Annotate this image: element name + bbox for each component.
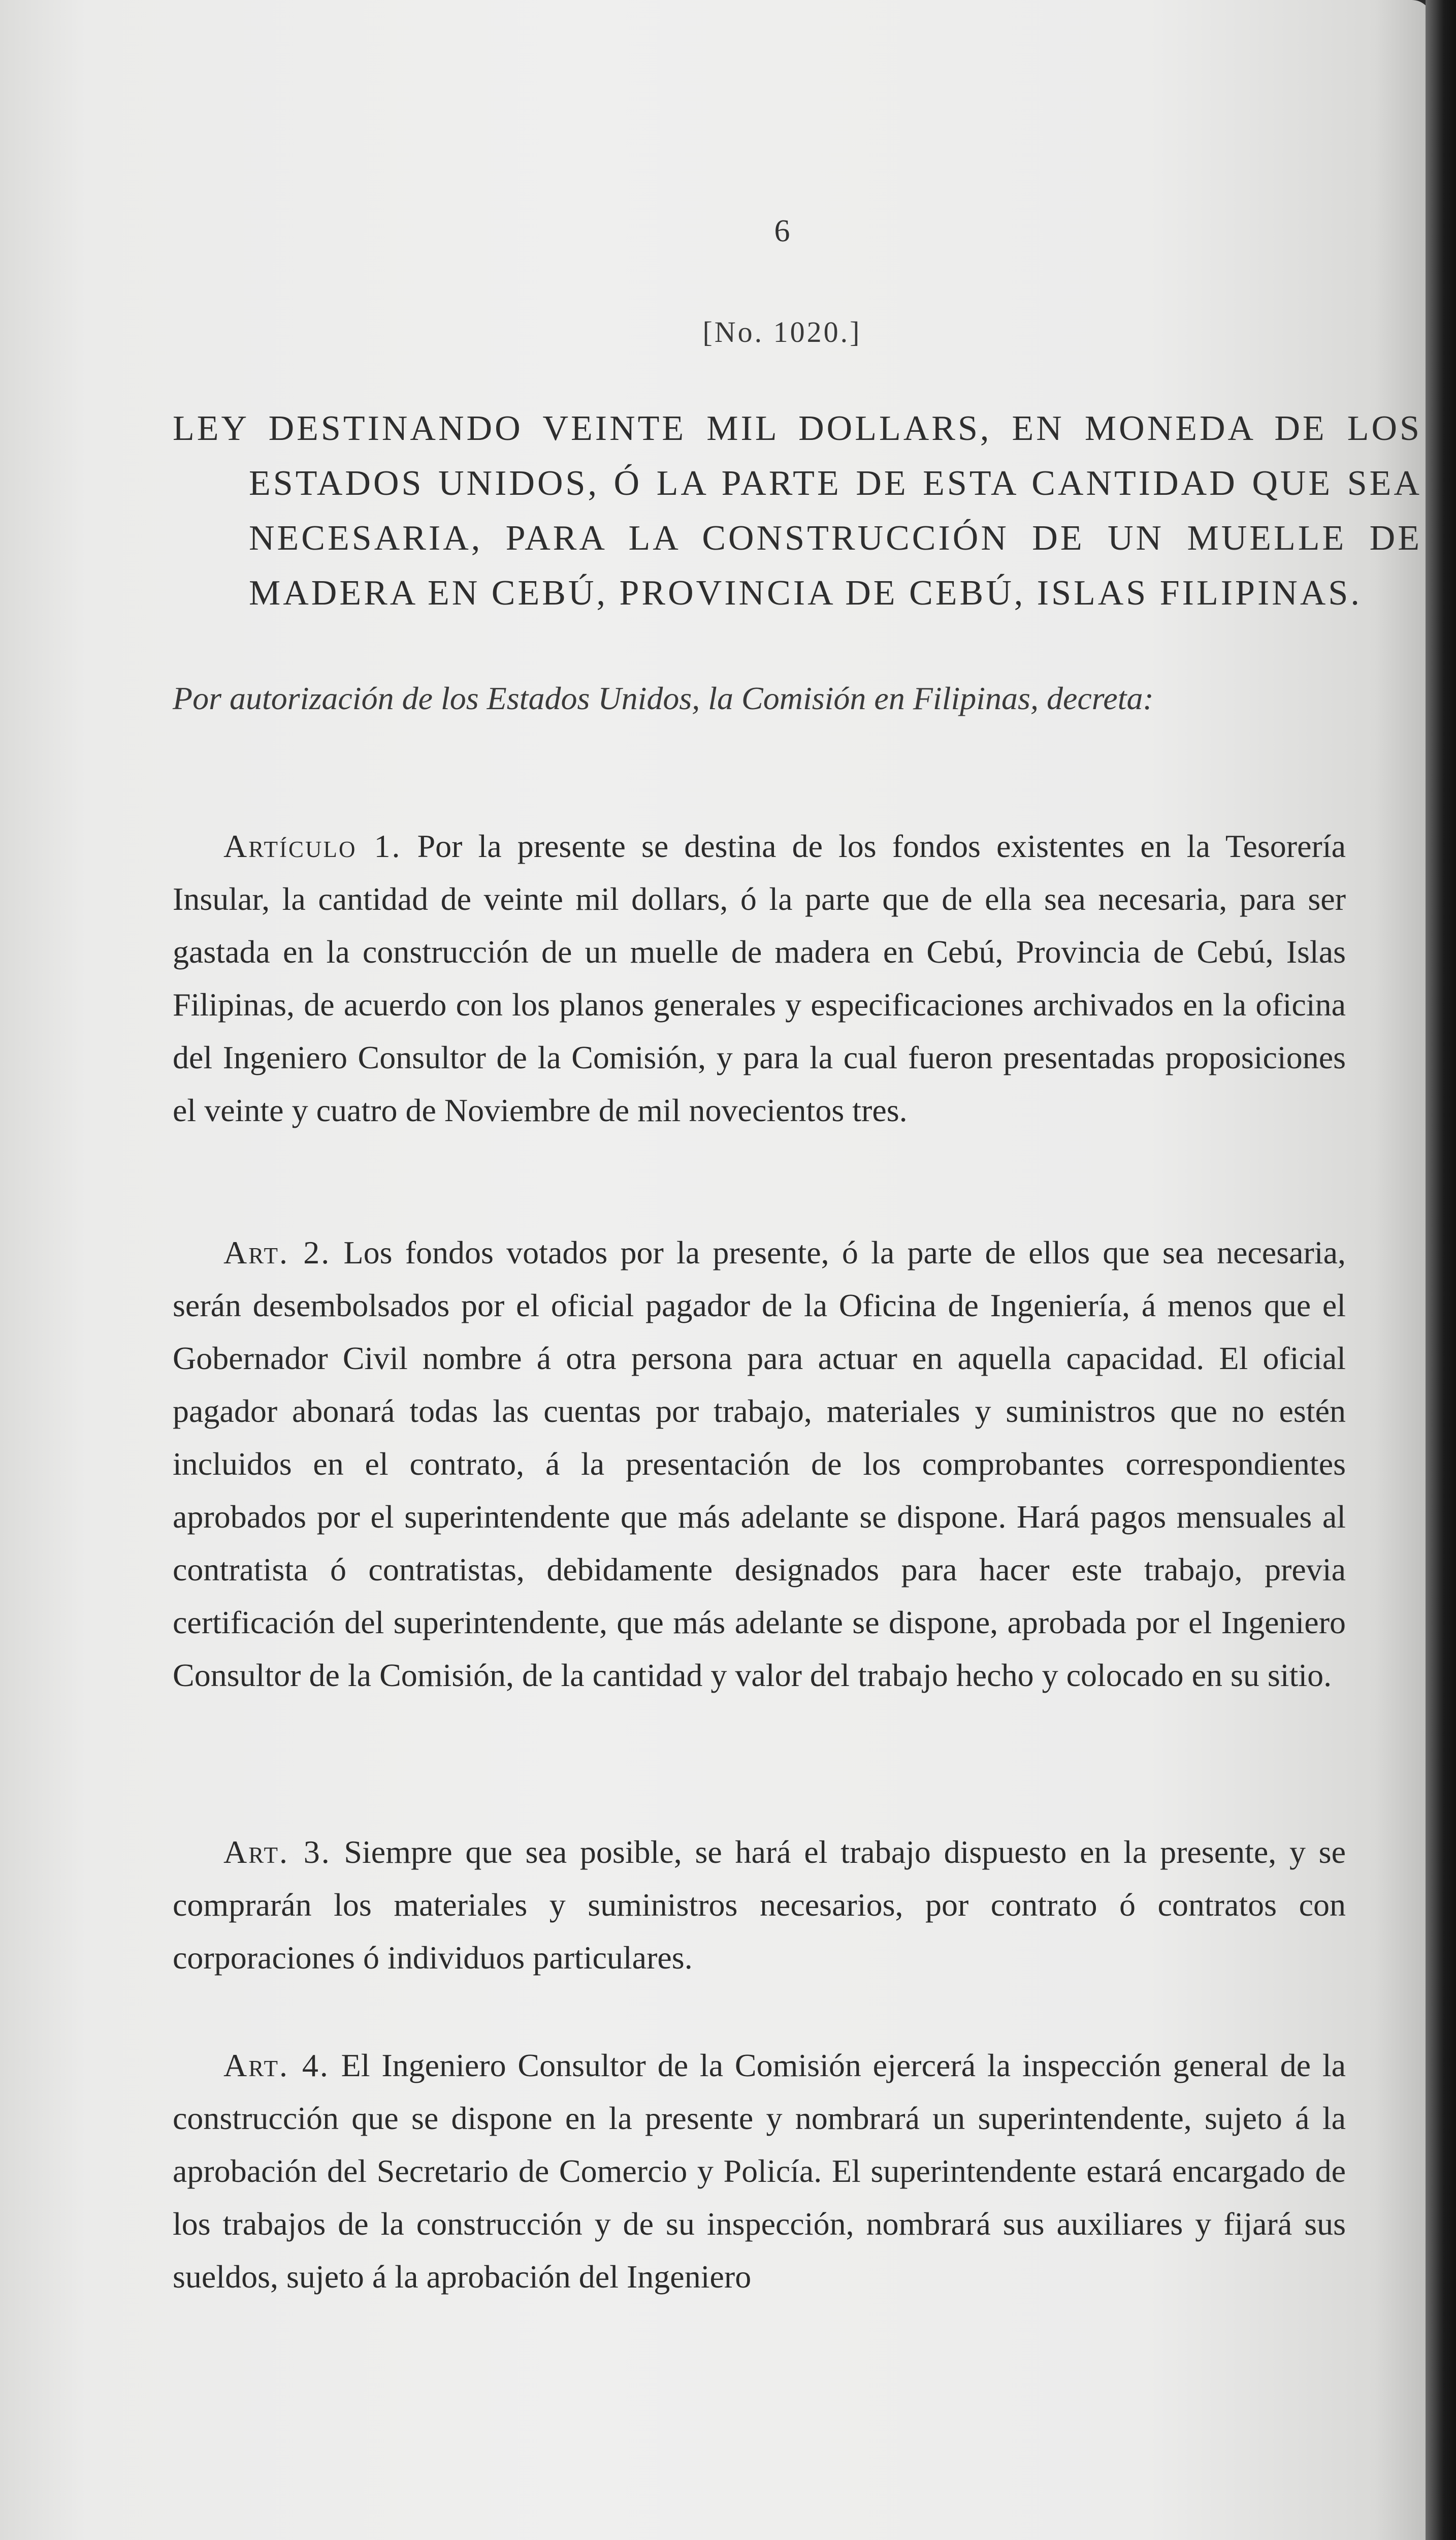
article-1 (173, 820, 1346, 1137)
article-3-label: Art. 3. (223, 1834, 331, 1870)
article-1-text: Por la presente se destina de los fondos existentes en la Tesorería Insular, la cantidad de veinte mil dollars, ó la parte que de ella sea necesaria, para ser gastada en la construcción de un muelle de madera en Cebú, Provincia de Cebú, Islas Filipinas, de acuerdo con los planos generales y especificaciones archivados en la oficina del Ingeniero Consultor de la Comisión, y para la cual fueron presentadas proposiciones el veinte y cuatro de Noviembre de mil novecientos tres. (173, 828, 1346, 1128)
article-2-label: Art. 2. (223, 1234, 331, 1271)
enacting-clause: Por autorización de los Estados Unidos, la Comisión en Filipinas, decreta: (173, 680, 1154, 716)
article-3-text: Siempre que sea posible, se hará el trabajo dispuesto en la presente, y se comprarán los materiales y suministros necesarios, por contrato ó contratos con corporaciones ó individuos particulares. (173, 1834, 1346, 1976)
article-4 (173, 2039, 1346, 2303)
article-1-label: Artículo 1. (223, 828, 402, 864)
article-2-text: Los fondos votados por la presente, ó la parte de ellos que sea necesaria, serán desembolsados por el oficial pagador de la Oficina de Ingeniería, á menos que el Gobernador Civil nombre á otra persona para actuar en aquella capacidad. El oficial pagador abonará todas las cuentas por trabajo, materiales y suministros que no estén incluidos en el contrato, á la presentación de los comprobantes correspondientes aprobados por el superintendente que más adelante se dispone. Hará pagos mensuales al contratista ó contratistas, debidamente designados para hacer este trabajo, previa certificación del superintendente, que más adelante se dispone, aprobada por el Ingeniero Consultor de la Comisión, de la cantidad y valor del trabajo hecho y colocado en su sitio. (173, 1234, 1346, 1693)
page-number: 6 (774, 214, 790, 248)
act-number: [No. 1020.] (702, 315, 862, 348)
page-edge (1426, 0, 1456, 2540)
act-title: LEY DESTINANDO VEINTE MIL DOLLARS, EN MONEDA DE LOS ESTADOS UNIDOS, Ó LA PARTE DE ESTA CANTIDAD QUE SEA NECESARIA, PARA LA CONSTRUCCIÓN DE UN MUELLE DE MADERA EN CEBÚ, PROVINCIA DE CEBÚ, ISLAS FILIPINAS. (173, 409, 1422, 613)
article-3 (173, 1826, 1346, 1984)
article-2 (173, 1226, 1346, 1702)
article-4-text: El Ingeniero Consultor de la Comisión ejercerá la inspección general de la construcción que se dispone en la presente y nombrará un superintendente, sujeto á la aprobación del Secretario de Comercio y Policía. El superintendente estará encargado de los trabajos de la construcción y de su inspección, nombrará sus auxiliares y fijará sus sueldos, sujeto á la aprobación del Ingeniero (173, 2047, 1346, 2295)
article-4-label: Art. 4. (223, 2047, 330, 2083)
